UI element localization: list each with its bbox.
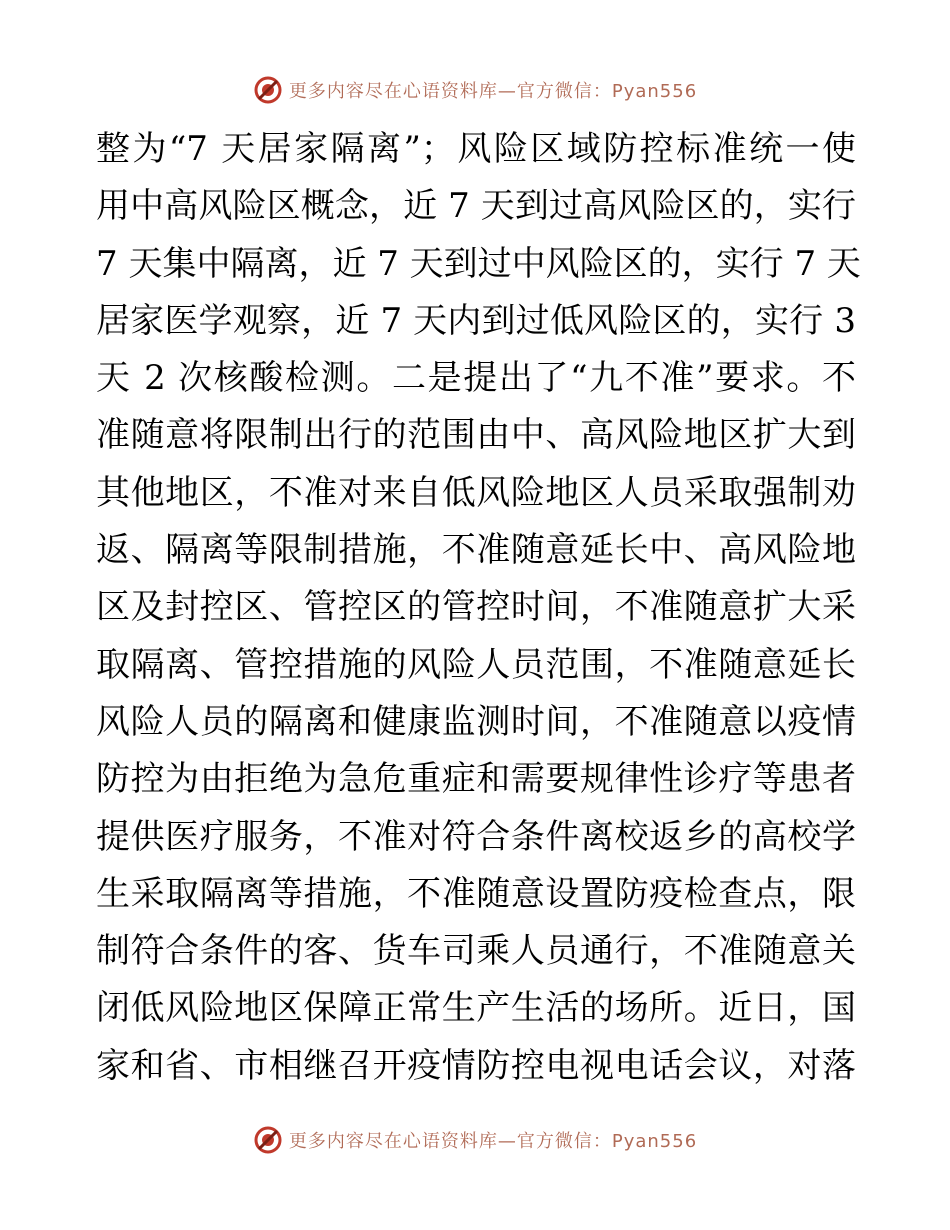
text-line: 整为“7 天居家隔离”；风险区域防控标准统一使	[96, 129, 856, 169]
header-watermark-banner	[0, 70, 950, 110]
text-line: 取隔离、管控措施的风险人员范围，不准随意延长	[96, 644, 856, 685]
text-line: 闭低风险地区保障正常生产生活的场所。近日，国	[96, 988, 856, 1029]
text-line: 准随意将限制出行的范围由中、高风险地区扩大到	[96, 415, 856, 456]
text-line: 天 2 次核酸检测。二是提出了“九不准”要求。不	[96, 358, 856, 399]
text-line: 提供医疗服务，不准对符合条件离校返乡的高校学	[96, 816, 856, 857]
text-line: 生采取隔离等措施，不准随意设置防疫检查点，限	[96, 873, 856, 914]
text-line: 返、隔离等限制措施，不准随意延长中、高风险地	[96, 530, 856, 571]
document-body	[96, 121, 861, 1095]
header-banner-text: 更多内容尽在心语资料库—官方微信：Pyan556	[288, 81, 698, 102]
text-line: 区及封控区、管控区的管控时间，不准随意扩大采	[96, 587, 856, 628]
text-line: 居家医学观察，近 7 天内到过低风险区的，实行 3	[96, 300, 856, 341]
text-line: 防控为由拒绝为急危重症和需要规律性诊疗等患者	[96, 759, 856, 800]
brand-logo-icon	[253, 75, 283, 105]
text-line: 家和省、市相继召开疫情防控电视电话会议，对落	[96, 1045, 856, 1086]
text-line: 7 天集中隔离，近 7 天到过中风险区的，实行 7 天	[96, 243, 861, 284]
footer-banner-text: 更多内容尽在心语资料库—官方微信：Pyan556	[288, 1131, 698, 1152]
text-line: 其他地区，不准对来自低风险地区人员采取强制劝	[96, 472, 856, 513]
brand-logo-icon	[253, 1125, 283, 1155]
footer-watermark-banner	[0, 1120, 950, 1160]
text-line: 用中高风险区概念，近 7 天到过高风险区的，实行	[96, 186, 856, 227]
text-line: 风险人员的隔离和健康监测时间，不准随意以疫情	[96, 701, 856, 742]
text-line: 制符合条件的客、货车司乘人员通行，不准随意关	[96, 931, 856, 972]
